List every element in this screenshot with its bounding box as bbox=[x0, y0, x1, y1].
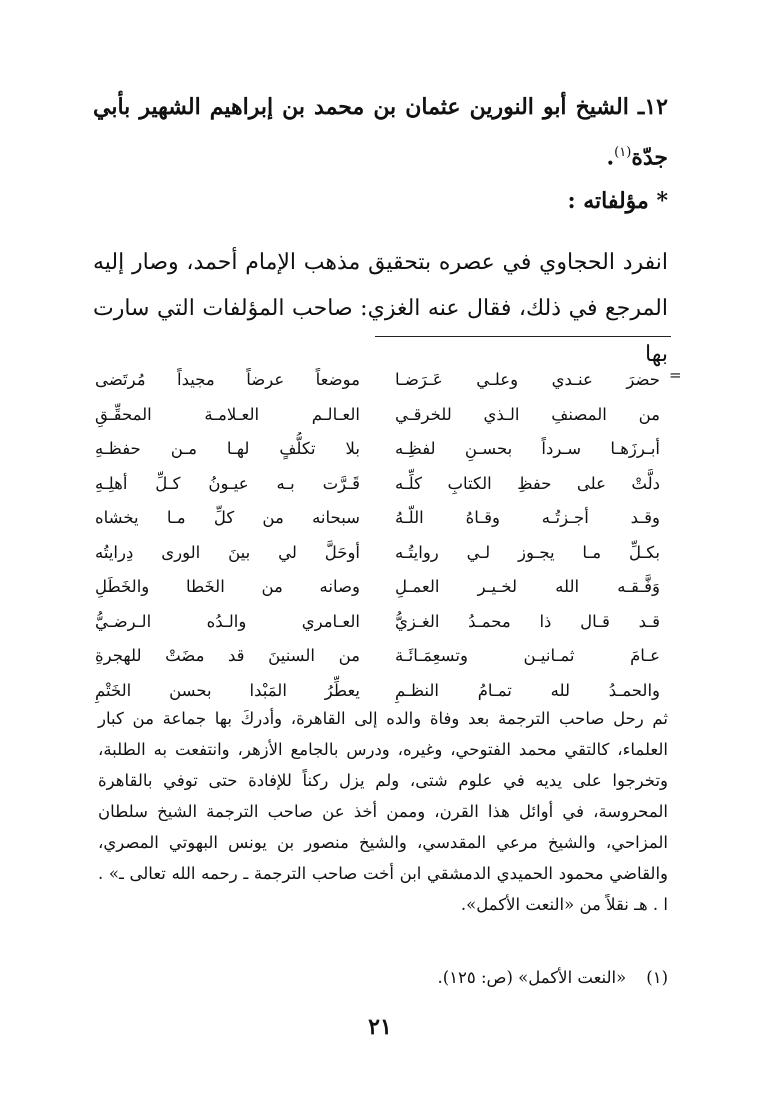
verse-second-hemistich: أوحَلَّ لي بينَ الورى دِرايتُه bbox=[95, 542, 360, 562]
poem-verse bbox=[95, 501, 660, 536]
verse-second-hemistich: من السنينَ قد مضَتْ للهجرةِ bbox=[95, 646, 360, 665]
verse-first-hemistich: وَفَّـقـه الله لخـيـر العمـلِ bbox=[395, 577, 660, 596]
footnote-reference: (١) bbox=[614, 145, 632, 160]
verse-second-hemistich: العـامري والـدُه الـرضـيُّ bbox=[95, 611, 360, 631]
verse-second-hemistich: قَـرَّت بـه عيـونُ كـلِّ أهلِـهِ bbox=[95, 473, 360, 493]
verse-first-hemistich: أبـرزَهـا سـرداً بحسـنِ لفظِـه bbox=[395, 439, 660, 458]
page-number: ٢١ bbox=[368, 1014, 392, 1040]
footnote-number: (١) bbox=[646, 968, 668, 987]
footnote bbox=[437, 963, 668, 993]
verse-second-hemistich: بلا تكلُّفٍ لهـا مـن حفظـهِ bbox=[95, 439, 360, 458]
poem-verse bbox=[95, 398, 660, 433]
poem-verse bbox=[95, 467, 660, 502]
verse-second-hemistich: يعطِّرُ المَبْدا بحسن الخَتْمِ bbox=[95, 680, 360, 700]
verse-second-hemistich: موضعاً عرضاً مجيداً مُرتَضى bbox=[95, 370, 360, 389]
intro-paragraph: انفرد الحجاوي في عصره بتحقيق مذهب الإمام أحمد، وصار إليه المرجع في ذلك، فقال عنه الغزي: صاحب المؤلفات التي سارت بها bbox=[93, 250, 668, 367]
entry-heading bbox=[93, 84, 668, 180]
entry-heading-text: ١٢ـ الشيخ أبو النورين عثمان بن محمد بن إبراهيم الشهير بأبي جدّة bbox=[93, 94, 668, 171]
verse-first-hemistich: عـامَ ثمـانيـن وتسعِمَـائَـة bbox=[395, 646, 660, 665]
footnote-separator bbox=[375, 336, 671, 337]
poem-verse bbox=[95, 570, 660, 605]
poem-verse bbox=[95, 639, 660, 674]
verse-first-hemistich: بكـلِّ مـا يجـوز لـي روايتُـه bbox=[395, 542, 660, 562]
poem-verse bbox=[95, 536, 660, 571]
verse-first-hemistich: قـد قـال ذا محمـدُ الغـزيُّ bbox=[395, 611, 660, 631]
poem-verse bbox=[95, 432, 660, 467]
verse-second-hemistich: سبحانه من كلِّ مـا يخشاه bbox=[95, 508, 360, 527]
poem bbox=[95, 363, 660, 708]
verse-second-hemistich: العـالـم العـلامـة المحقِّـقِ bbox=[95, 404, 360, 424]
entry-heading-end: . bbox=[606, 144, 615, 171]
verse-first-hemistich: والحمـدُ لله تمـامُ النظـمِ bbox=[395, 680, 660, 700]
section-title: * مؤلفاته : bbox=[567, 188, 668, 214]
biography-paragraph: ثم رحل صاحب الترجمة بعد وفاة والده إلى القاهرة، وأدركَ بها جماعة من كبار العلماء، كالتقي محمد الفتوحي، وغيره، ودرس بالجامع الأزهر، وانتفعت به الطلبة، وتخرجوا على يديه في علوم شتى، ولم يزل ركناً للإفادة حتى توفي بالقاهرة المحروسة، في أوائل هذا القرن، وممن أخذ عن صاحب الترجمة الشيخ سلطان المزاحي، والشيخ مرعي المقدسي، والشيخ منصور بن يونس البهوتي المصري، والقاضي محمود الحميدي الدمشقي ابن أخت صاحب الترجمة ـ رحمه الله تعالى ـ» . ا . هـ نقلاً من «النعت الأكمل». bbox=[98, 709, 668, 914]
verse-first-hemistich: حضرَ عنـدي وعلـي عَـرَضـا bbox=[395, 370, 660, 389]
verse-first-hemistich: دلَّتْ على حفظِ الكتابِ كلِّـه bbox=[395, 473, 660, 493]
footnote-text: «النعت الأكمل» (ص: ١٢٥). bbox=[437, 968, 627, 987]
verse-second-hemistich: وصانه من الخَطا والخَطَلِ bbox=[95, 577, 360, 596]
poem-verse bbox=[95, 363, 660, 398]
continuation-mark: = bbox=[669, 366, 682, 384]
verse-first-hemistich: من المصنفِ الـذي للخرقـي bbox=[395, 404, 660, 424]
poem-verse bbox=[95, 605, 660, 640]
verse-first-hemistich: وقـد أجـزتُـه وقـاهُ اللّـهُ bbox=[395, 508, 660, 527]
